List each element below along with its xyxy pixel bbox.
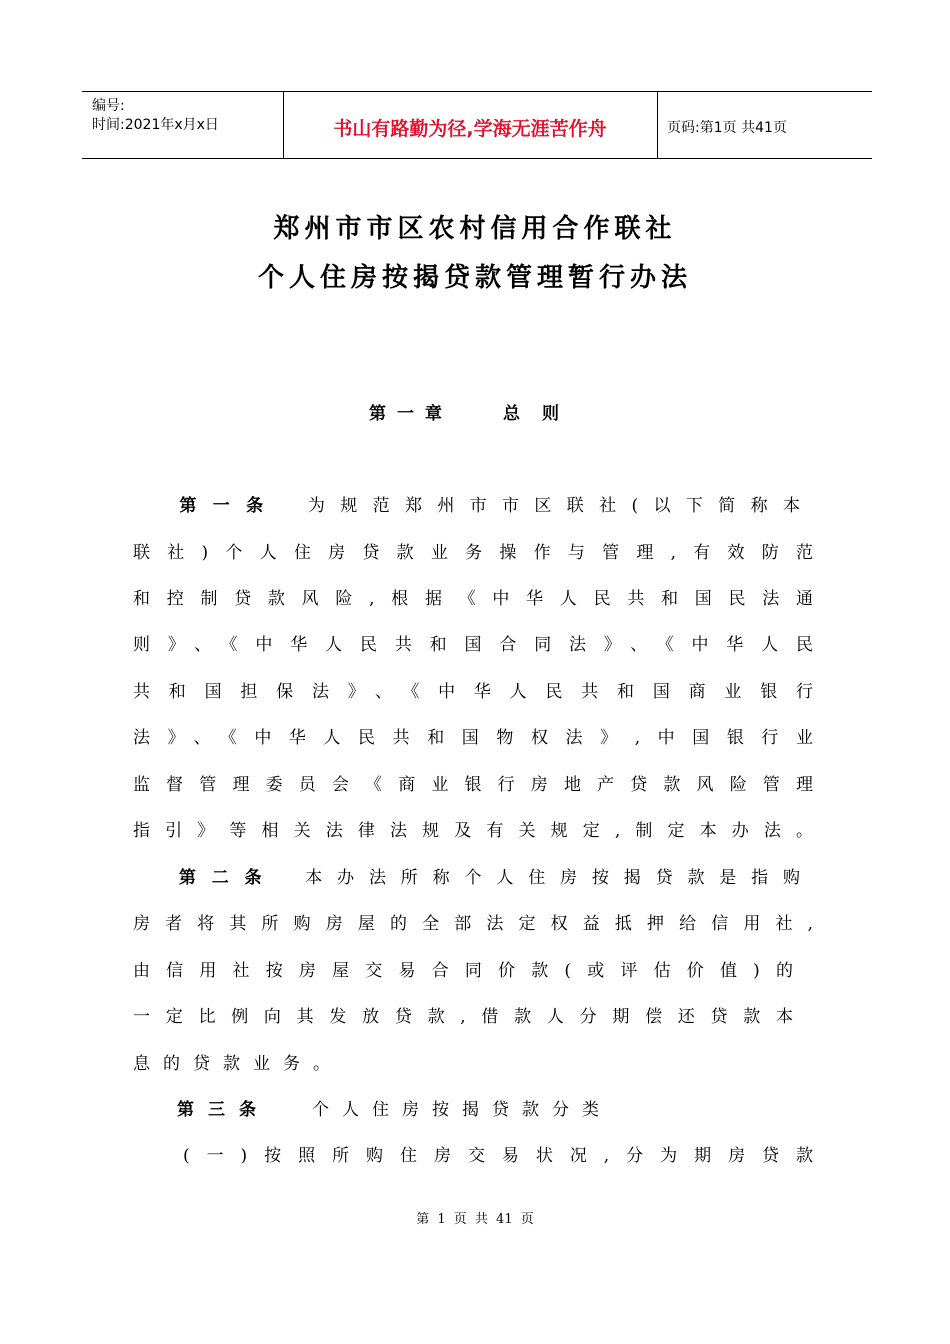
item-1-line: (一)按照所购住房交易状况,分为期房贷款	[183, 1146, 813, 1166]
article-2-text-1: 本办法所称个人住房按揭贷款是指购	[303, 868, 814, 888]
document-number-label: 编号:	[92, 98, 125, 114]
header-page-cell	[657, 92, 872, 158]
article-2-line-3: 由信用社按房屋交易合同价款(或评估价值)的	[133, 961, 793, 981]
article-1-text-1: 为规范郑州市市区联社(以下简称本	[305, 496, 814, 516]
article-1-line-7: 监督管理委员会《商业银行房地产贷款风险管理	[133, 775, 813, 795]
article-3-line-1	[133, 1095, 813, 1119]
article-1-line-3: 和控制贷款风险,根据《中华人民共和国民法通	[133, 589, 813, 609]
header-table	[82, 91, 872, 159]
article-1-line-4: 则》、《中华人民共和国合同法》、《中华人民	[133, 635, 813, 655]
article-1-line-6: 法》、《中华人民共和国物权法》,中国银行业	[133, 728, 813, 748]
header-motto: 书山有路勤为径,学海无涯苦作舟	[333, 118, 607, 140]
article-1-label: 第一条	[177, 496, 280, 516]
document-title-line-2: 个人住房按揭贷款管理暂行办法	[257, 263, 692, 293]
article-1-line-8: 指引》等相关法律法规及有关规定,制定本办法。	[133, 821, 813, 841]
article-3-text-1: 个人住房按揭贷款分类	[312, 1100, 612, 1120]
document-title-line-1: 郑州市市区农村信用合作联社	[273, 214, 677, 244]
chapter-number: 第一章	[369, 404, 453, 424]
article-1-line-1	[133, 491, 813, 515]
header-page-info: 页码:第1页 共41页	[667, 120, 787, 136]
article-2-line-4: 一定比例向其发放贷款,借款人分期偿还贷款本	[133, 1007, 793, 1027]
article-2-line-2: 房者将其所购房屋的全部法定权益抵押给信用社,	[133, 914, 813, 934]
page-footer: 第 1 页 共 41 页	[416, 1212, 534, 1227]
article-1-line-5: 共和国担保法》、《中华人民共和国商业银行	[133, 682, 813, 702]
article-3-label: 第三条	[177, 1100, 270, 1120]
article-1-line-2: 联社)个人住房贷款业务操作与管理,有效防范	[133, 543, 813, 563]
article-2-line-1	[133, 863, 813, 887]
article-2-label: 第二条	[177, 868, 278, 888]
chapter-heading	[0, 399, 950, 424]
header-motto-cell	[283, 92, 658, 158]
article-2-line-5: 息的贷款业务。	[133, 1054, 343, 1074]
chapter-name: 总则	[503, 404, 581, 424]
document-time-label: 时间:2021年x月x日	[92, 117, 219, 133]
header-info-cell	[82, 92, 284, 158]
